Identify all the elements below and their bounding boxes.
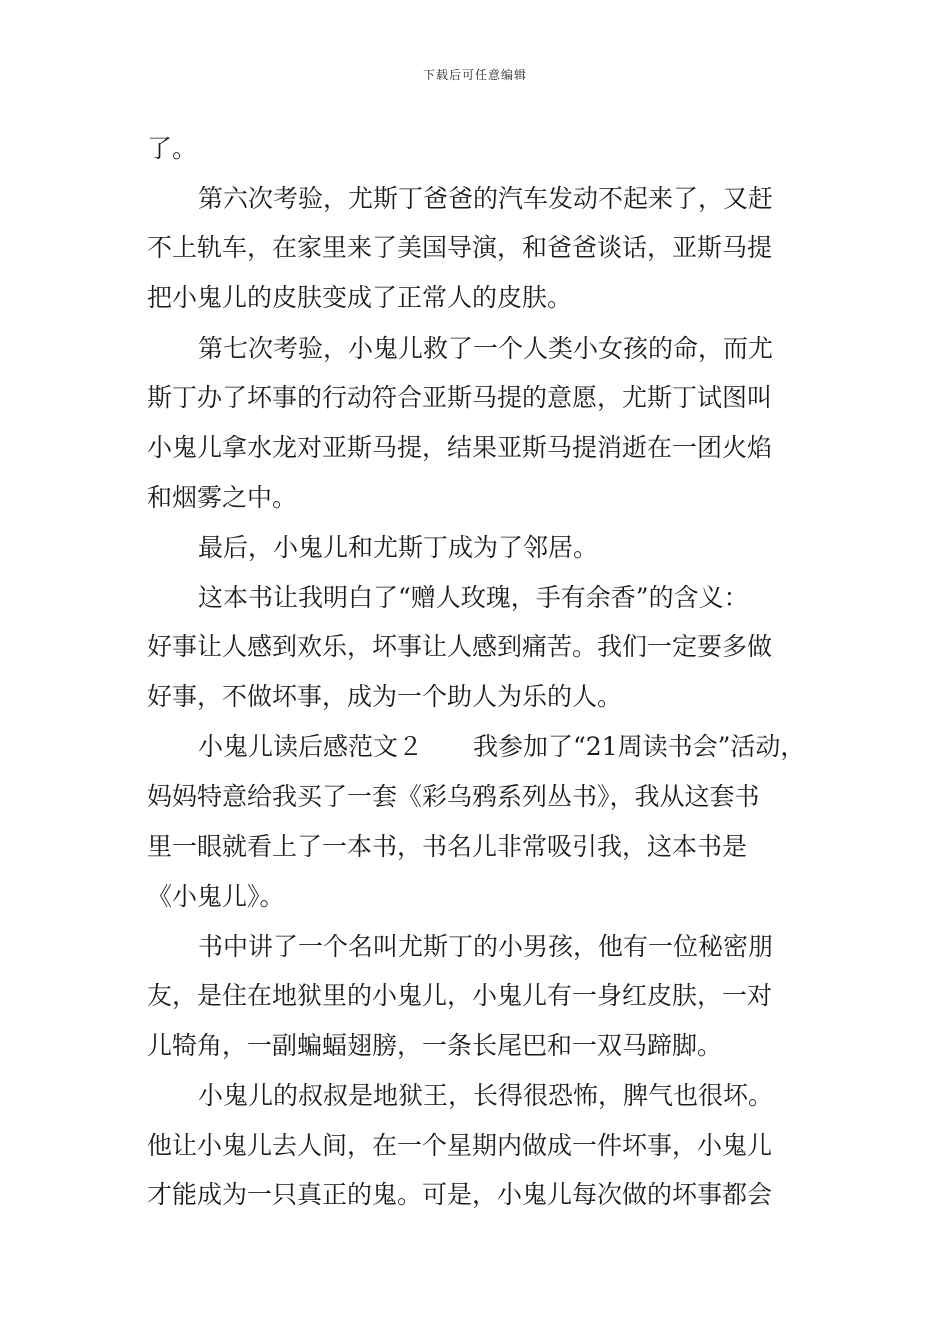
text-line: 才能成为一只真正的鬼。可是，小鬼儿每次做的坏事都会: [147, 1180, 773, 1209]
text-line: 友，是住在地狱里的小鬼儿，小鬼儿有一身红皮肤，一对: [147, 981, 773, 1010]
text-line: 《小鬼儿》。: [147, 882, 285, 911]
text-line: 这本书让我明白了“赠人玫瑰，手有余香”的含义：: [198, 583, 749, 612]
text-line: 把小鬼儿的皮肤变成了正常人的皮肤。: [147, 283, 573, 312]
text-line: 里一眼就看上了一本书，书名儿非常吸引我，这本书是: [147, 832, 748, 861]
page-header: 下载后可任意编辑: [422, 68, 527, 82]
text-line: 小鬼儿拿水龙对亚斯马提，结果亚斯马提消逝在一团火焰: [147, 433, 773, 462]
text-line: 他让小鬼儿去人间，在一个星期内做成一件坏事，小鬼儿: [147, 1131, 773, 1160]
text-line: 好事，不做坏事，成为一个助人为乐的人。: [147, 682, 623, 711]
text-line: 小鬼儿读后感范文２ 我参加了“21周读书会”活动，: [198, 732, 806, 761]
text-line: 了。: [147, 134, 198, 163]
text-line: 不上轨车，在家里来了美国导演，和爸爸谈话，亚斯马提: [147, 233, 773, 262]
text-line: 和烟雾之中。: [147, 483, 298, 512]
text-line: 小鬼儿的叔叔是地狱王，长得很恐怖，脾气也很坏。: [198, 1081, 774, 1110]
text-line: 儿犄角，一副蝙蝠翅膀，一条长尾巴和一双马蹄脚。: [147, 1031, 723, 1060]
text-line: 第七次考验，小鬼儿救了一个人类小女孩的命，而尤: [198, 334, 774, 363]
text-line: 妈妈特意给我买了一套《彩乌鸦系列丛书》，我从这套书: [147, 782, 760, 811]
text-line: 书中讲了一个名叫尤斯丁的小男孩，他有一位秘密朋: [198, 932, 774, 961]
text-line: 第六次考验，尤斯丁爸爸的汽车发动不起来了，又赶: [198, 184, 774, 213]
text-line: 最后，小鬼儿和尤斯丁成为了邻居。: [198, 533, 599, 562]
text-line: 斯丁办了坏事的行动符合亚斯马提的意愿，尤斯丁试图叫: [147, 383, 773, 412]
text-line: 好事让人感到欢乐，坏事让人感到痛苦。我们一定要多做: [147, 632, 773, 661]
